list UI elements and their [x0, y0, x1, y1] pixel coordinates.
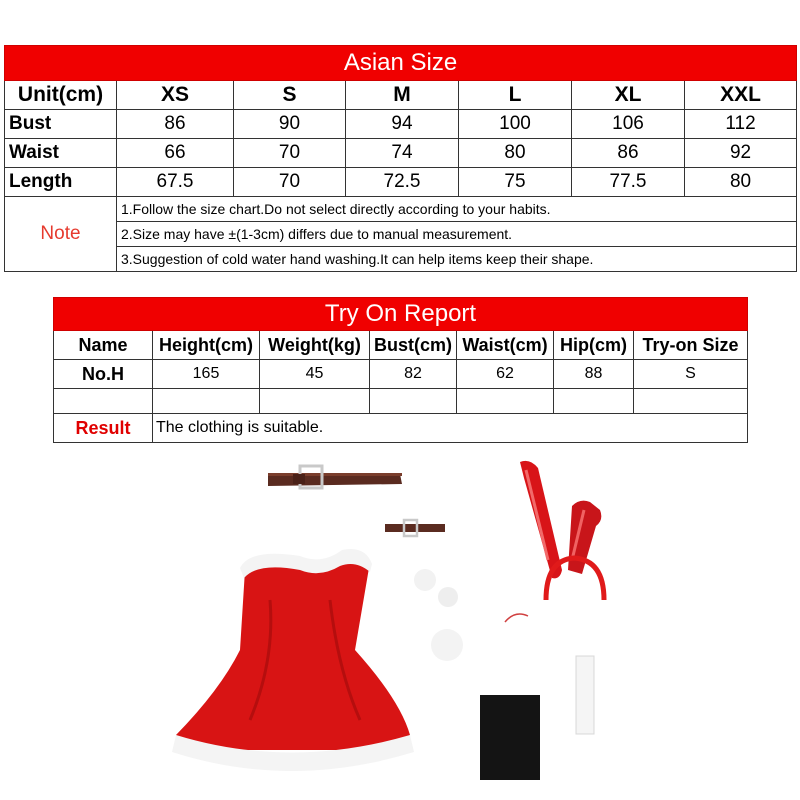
size-chart-title: Asian Size: [5, 46, 797, 81]
row-label: Length: [5, 168, 117, 197]
table-cell: 90: [234, 110, 346, 139]
result-row: [54, 414, 748, 443]
size-header: XL: [572, 81, 685, 110]
column-header: Weight(kg): [260, 331, 370, 360]
note-row: [5, 197, 797, 222]
table-cell: 66: [117, 139, 234, 168]
short-belt-image: [385, 520, 445, 536]
table-cell: 70: [234, 168, 346, 197]
product-photo: [160, 448, 640, 793]
empty-cell: [153, 389, 260, 414]
empty-cell: [634, 389, 748, 414]
row-label: Waist: [5, 139, 117, 168]
size-header-row: [5, 81, 797, 110]
table-cell: S: [634, 360, 748, 389]
result-label: Result: [54, 414, 153, 443]
table-cell: 70: [234, 139, 346, 168]
waist-row: [5, 139, 797, 168]
size-header: L: [459, 81, 572, 110]
fur-ball-image: [431, 629, 463, 661]
table-cell: 45: [260, 360, 370, 389]
try-on-report-table: [53, 297, 748, 443]
length-row: [5, 168, 797, 197]
table-cell: 86: [117, 110, 234, 139]
size-header: S: [234, 81, 346, 110]
try-on-title: Try On Report: [54, 298, 748, 331]
column-header: Hip(cm): [554, 331, 634, 360]
table-cell: 74: [346, 139, 459, 168]
note-text: 2.Size may have ±(1-3cm) differs due to manual measurement.: [117, 222, 797, 247]
column-header: Try-on Size: [634, 331, 748, 360]
table-cell: 100: [459, 110, 572, 139]
empty-cell: [457, 389, 554, 414]
black-cuffs-image: [480, 695, 540, 780]
bunny-ears-headband-image: [520, 461, 604, 600]
table-cell: 88: [554, 360, 634, 389]
table-cell: 80: [685, 168, 797, 197]
table-cell: 86: [572, 139, 685, 168]
result-text: The clothing is suitable.: [153, 414, 748, 443]
fur-ball-image: [414, 569, 436, 591]
empty-cell: [554, 389, 634, 414]
table-row: [54, 360, 748, 389]
row-label: Bust: [5, 110, 117, 139]
white-collar-image: [576, 656, 594, 734]
table-cell: 112: [685, 110, 797, 139]
string-image: [505, 614, 528, 622]
size-chart-table: [4, 45, 797, 272]
size-header: M: [346, 81, 459, 110]
note-row: [5, 247, 797, 272]
long-belt-image: [268, 466, 402, 488]
table-cell: 92: [685, 139, 797, 168]
note-text: 3.Suggestion of cold water hand washing.It can help items keep their shape.: [117, 247, 797, 272]
empty-cell: [370, 389, 457, 414]
unit-label: Unit(cm): [5, 81, 117, 110]
column-header: Bust(cm): [370, 331, 457, 360]
size-header: XXL: [685, 81, 797, 110]
table-cell: 165: [153, 360, 260, 389]
fur-ball-image: [438, 587, 458, 607]
empty-row: [54, 389, 748, 414]
note-text: 1.Follow the size chart.Do not select directly according to your habits.: [117, 197, 797, 222]
tester-name: No.H: [54, 360, 153, 389]
column-header: Waist(cm): [457, 331, 554, 360]
table-cell: 80: [459, 139, 572, 168]
try-on-header-row: [54, 331, 748, 360]
bust-row: [5, 110, 797, 139]
table-cell: 94: [346, 110, 459, 139]
table-cell: 77.5: [572, 168, 685, 197]
note-row: [5, 222, 797, 247]
table-cell: 106: [572, 110, 685, 139]
table-cell: 75: [459, 168, 572, 197]
table-cell: 72.5: [346, 168, 459, 197]
size-header: XS: [117, 81, 234, 110]
table-cell: 62: [457, 360, 554, 389]
empty-cell: [260, 389, 370, 414]
red-dress-image: [172, 549, 414, 771]
column-header: Name: [54, 331, 153, 360]
empty-cell: [54, 389, 153, 414]
table-cell: 67.5: [117, 168, 234, 197]
note-label: Note: [5, 197, 117, 272]
table-cell: 82: [370, 360, 457, 389]
column-header: Height(cm): [153, 331, 260, 360]
